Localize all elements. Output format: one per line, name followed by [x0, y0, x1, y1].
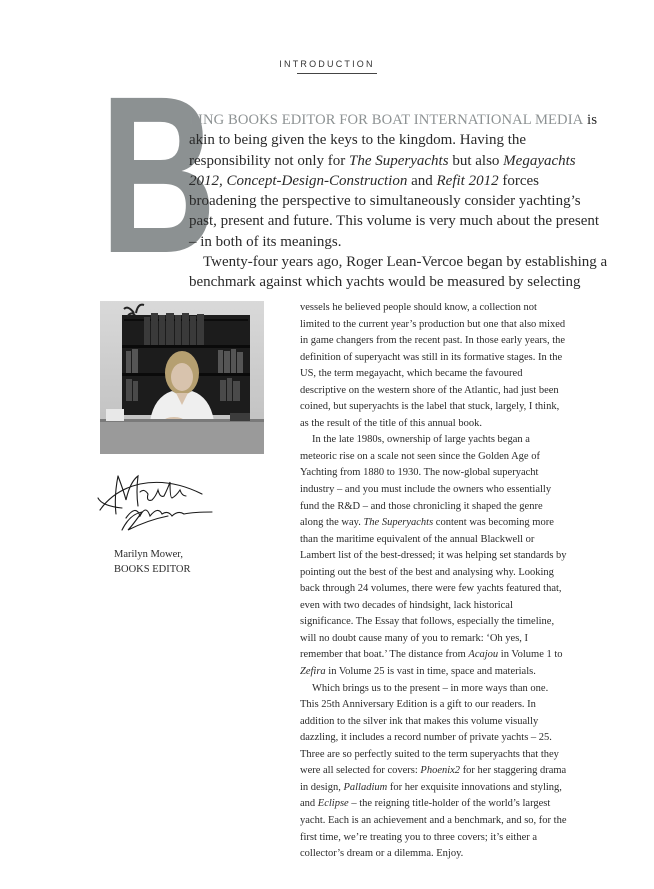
lead-paragraph-2: Twenty-four years ago, Roger Lean-Vercoe began by establishing a benchmark against which yachts would be measured by selecting — [189, 254, 608, 291]
section-rule — [297, 73, 377, 74]
title-megayachts: Megayachts 2012, Concept-Design-Construction — [189, 152, 576, 189]
photo-caption — [114, 548, 191, 577]
signature — [96, 466, 216, 546]
caption-name: Marilyn Mower, — [114, 549, 183, 560]
portrait-photo — [100, 301, 264, 454]
body-paragraph-1: vessels he believed people should know, a collection not limited to the current year’s production but one that also mixed in game changers from the recent past. In those early years, the definition of superyacht was still in its formative stages. In the US, the term megayacht, which became the favoured descriptive on the western shore of the Atlantic, had just been coined, but superyachts is the label that stuck, largely, I think, as the result of the title of this annual book. — [300, 302, 566, 429]
title-the-superyachts: The Superyachts — [349, 152, 449, 169]
lead-paragraph-1: EING BOOKS EDITOR FOR BOAT INTERNATIONAL MEDIA is akin to being given the keys to the kingdom. Having the responsibility not only for The Superyachts but also Megayachts 2012, Concept-Design-Construction and Refit 2012 forces broadening the perspective to simultaneously consider yachting’s past, present and future. This volume is very much about the present – in both of its meanings. — [189, 112, 600, 250]
body-paragraph-2: In the late 1980s, ownership of large yachts began a meteoric rise on a scale not seen since the Golden Age of Yachting from 1880 to 1930. The now-global superyacht industry – and you must include the owners who essentially fund the R&D – and those chronicling it shaped the genre along the way. The Superyachts content was becoming more than the maritime equivalent of the annual Blackwell or Lambert list of the best-dressed; it was helping set standards by pointing out the best of the best and analysing why. Looking back through 24 volumes, there were few yachts featured that, even with two decades of hindsight, lack historical significance. The Essay that follows, especially the timeline, will no doubt cause many of you to remark: ‘Oh yes, I remember that boat.’ The distance from Acajou in Volume 1 to Zefira in Volume 25 is vast in time, space and materials. — [300, 434, 567, 678]
drop-cap: B — [100, 50, 214, 300]
section-label: INTRODUCTION — [279, 59, 375, 69]
title-refit: Refit 2012 — [436, 172, 499, 189]
body-paragraph-3: Which brings us to the present – in more ways than one. This 25th Anniversary Edition is a gift to our readers. In addition to the silver ink that makes this volume visually dazzling, it includes a record number of private yachts – 25. Three are so perfectly suited to the term superyachts that they were all selected for covers: Phoenix2 for her staggering drama in design, Palladium for her exquisite innovations and styling, and Eclipse – the reigning title-holder of the world’s largest yacht. Each is an achievement and a benchmark, and so, for the first time, we’re treating you to three covers; it’s either a collector’s dream or a dilemma. Enjoy. — [300, 682, 567, 860]
lead-paragraphs — [189, 110, 609, 293]
lead-caps: EING BOOKS EDITOR FOR BOAT INTERNATIONAL MEDIA — [189, 112, 584, 128]
body-column — [300, 300, 568, 863]
caption-role: BOOKS EDITOR — [114, 563, 191, 575]
